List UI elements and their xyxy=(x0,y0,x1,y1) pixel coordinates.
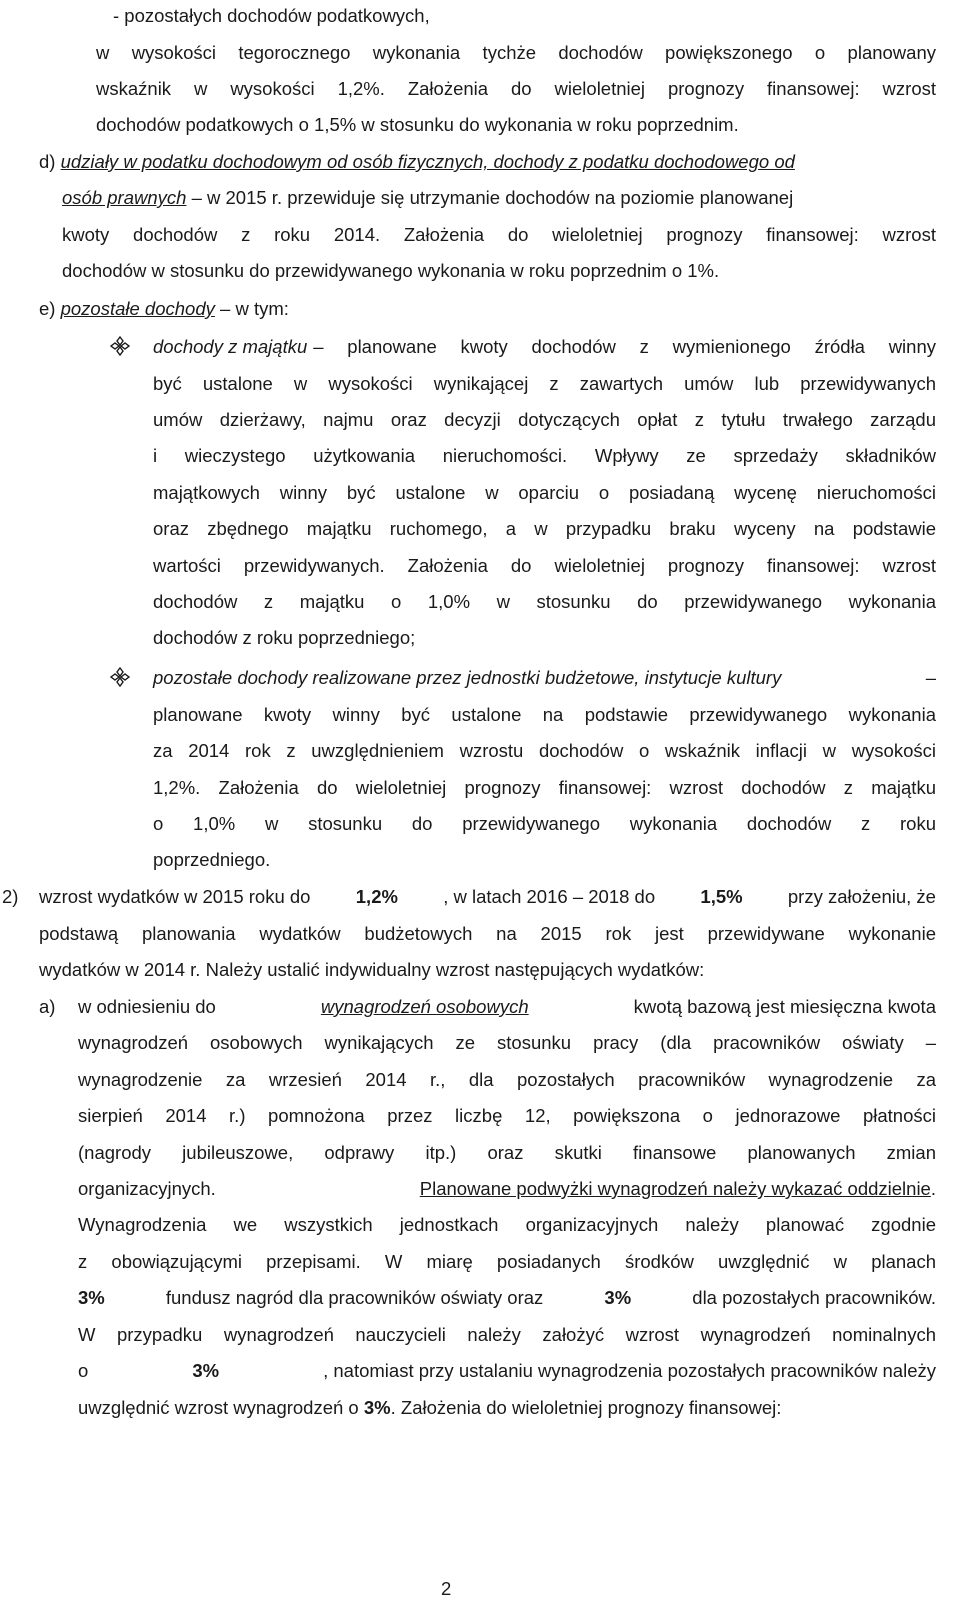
list-marker: a) xyxy=(39,996,56,1017)
section-e-heading xyxy=(39,297,289,321)
text-span: organizacyjnych. xyxy=(78,1178,216,1199)
text-span: Planowane podwyżki wynagrodzeń należy wykazać oddzielnie xyxy=(419,1178,931,1199)
text-span: fundusz nagród dla pracowników oświaty oraz xyxy=(165,1287,544,1308)
text-line xyxy=(153,335,936,359)
text-span: 1,2% xyxy=(355,886,398,907)
text-line: sierpień 2014 r.) pomnożona przez liczbę 12, powiększona o jednorazowe płatności xyxy=(78,1105,936,1126)
text-span: – w tym: xyxy=(214,298,289,319)
text-line xyxy=(153,666,936,690)
text-span: wynagrodzeń osobowych xyxy=(320,996,529,1017)
text-span: 3% xyxy=(78,1287,105,1308)
list-marker: d) xyxy=(39,151,61,172)
text-line: poprzedniego. xyxy=(153,849,271,870)
text-line xyxy=(78,1177,936,1201)
text-line: podstawą planowania wydatków budżetowych na 2015 rok jest przewidywane wykonanie xyxy=(39,923,936,944)
text-span: kwotą bazową jest miesięczna kwota xyxy=(633,996,936,1017)
text-line: o 1,0% w stosunku do przewidywanego wykonania dochodów z roku xyxy=(153,813,936,834)
text-span: 3% xyxy=(192,1360,220,1381)
text-span: przy założeniu, że xyxy=(787,886,936,907)
list-marker: 2) xyxy=(2,886,19,907)
text-line: oraz zbędnego majątku ruchomego, a w przypadku braku wyceny na podstawie xyxy=(153,518,936,539)
text-span: . xyxy=(930,1178,936,1199)
text-span: , w latach 2016 – 2018 do xyxy=(443,886,656,907)
text-line: planowane kwoty winny być ustalone na podstawie przewidywanego wykonania xyxy=(153,704,936,725)
text-span: – xyxy=(925,667,936,688)
bullet-title: dochody z majątku xyxy=(153,336,308,357)
text-line: dochodów w stosunku do przewidywanego wykonania w roku poprzednim o 1%. xyxy=(62,260,720,281)
text-line: wynagrodzenie za wrzesień 2014 r., dla pozostałych pracowników wynagrodzenie za xyxy=(78,1069,936,1090)
text-line xyxy=(78,1359,936,1383)
text-line: dochodów z roku poprzedniego; xyxy=(153,627,416,648)
text-span xyxy=(216,1177,936,1201)
text-line xyxy=(39,885,936,909)
text-span: w odniesieniu do xyxy=(78,996,216,1017)
text-line xyxy=(62,186,793,210)
text-line: majątkowych winny być ustalone w oparciu o posiadaną wycenę nieruchomości xyxy=(153,482,936,503)
text-line: dochodów podatkowych o 1,5% w stosunku do wykonania w roku poprzednim. xyxy=(96,114,739,135)
text-line: i wieczystego użytkowania nieruchomości. Wpływy ze sprzedaży składników xyxy=(153,445,936,466)
text-line: wydatków w 2014 r. Należy ustalić indywidualny wzrost następujących wydatków: xyxy=(39,959,705,980)
text-line: (nagrody jubileuszowe, odprawy itp.) oraz skutki finansowe planowanych zmian xyxy=(78,1142,936,1163)
text-span: . Założenia do wieloletniej prognozy finansowej: xyxy=(390,1397,782,1418)
text-span: uwzględnić wzrost wynagrodzeń o xyxy=(78,1397,364,1418)
text-line: Wynagrodzenia we wszystkich jednostkach organizacyjnych należy planować zgodnie xyxy=(78,1214,936,1235)
text-line: z obowiązującymi przepisami. W miarę posiadanych środków uwzględnić w planach xyxy=(78,1251,936,1272)
text-span: 3% xyxy=(363,1397,391,1418)
text-span: – w 2015 r. przewiduje się utrzymanie dochodów na poziomie planowanej xyxy=(186,187,794,208)
text-span: , natomiast przy ustalaniu wynagrodzenia pozostałych pracowników należy xyxy=(323,1360,936,1381)
text-line: w wysokości tegorocznego wykonania tychże dochodów powiększonego o planowany xyxy=(96,42,936,63)
text-span: o xyxy=(78,1360,89,1381)
section-title: pozostałe dochody xyxy=(60,298,215,319)
text-line xyxy=(78,1396,781,1420)
text-line: być ustalone w wysokości wynikającej z zawartych umów lub przewidywanych xyxy=(153,373,936,394)
section-d-heading xyxy=(39,150,795,174)
bullet-title: pozostałe dochody realizowane przez jednostki budżetowe, instytucje kultury xyxy=(153,667,782,688)
section-title: osób prawnych xyxy=(62,187,187,208)
text-line: W przypadku wynagrodzeń nauczycieli należy założyć wzrost wynagrodzeń nominalnych xyxy=(78,1324,936,1345)
text-line: 1,2%. Założenia do wieloletniej prognozy finansowej: wzrost dochodów z majątku xyxy=(153,777,936,798)
text-line xyxy=(78,1286,936,1310)
text-line: wskaźnik w wysokości 1,2%. Założenia do wieloletniej prognozy finansowej: wzrost xyxy=(96,78,936,99)
diamond-bullet-icon xyxy=(110,667,130,687)
diamond-bullet-icon xyxy=(110,336,130,356)
text-span: wzrost wydatków w 2015 roku do xyxy=(39,886,311,907)
text-line: za 2014 rok z uwzględnieniem wzrostu dochodów o wskaźnik inflacji w wysokości xyxy=(153,740,936,761)
text-line: wynagrodzeń osobowych wynikających ze stosunku pracy (dla pracowników oświaty – xyxy=(78,1032,936,1053)
text-span: 3% xyxy=(604,1287,632,1308)
text-line: dochodów z majątku o 1,0% w stosunku do przewidywanego wykonania xyxy=(153,591,936,612)
text-span: – planowane kwoty dochodów z wymienionego źródła winny xyxy=(313,336,936,357)
list-marker: e) xyxy=(39,298,61,319)
text-line: kwoty dochodów z roku 2014. Założenia do wieloletniej prognozy finansowej: wzrost xyxy=(62,224,936,245)
text-line xyxy=(78,995,936,1019)
text-line: umów dzierżawy, najmu oraz decyzji dotyczących opłat z tytułu trwałego zarządu xyxy=(153,409,936,430)
text-span: dla pozostałych pracowników. xyxy=(692,1287,936,1308)
text-span: 1,5% xyxy=(700,886,743,907)
section-title: udziały w podatku dochodowym od osób fizycznych, dochody z podatku dochodowego od xyxy=(60,151,795,172)
text-line: - pozostałych dochodów podatkowych, xyxy=(113,5,430,26)
text-line: wartości przewidywanych. Założenia do wieloletniej prognozy finansowej: wzrost xyxy=(153,555,936,576)
page-number: 2 xyxy=(441,1578,452,1599)
